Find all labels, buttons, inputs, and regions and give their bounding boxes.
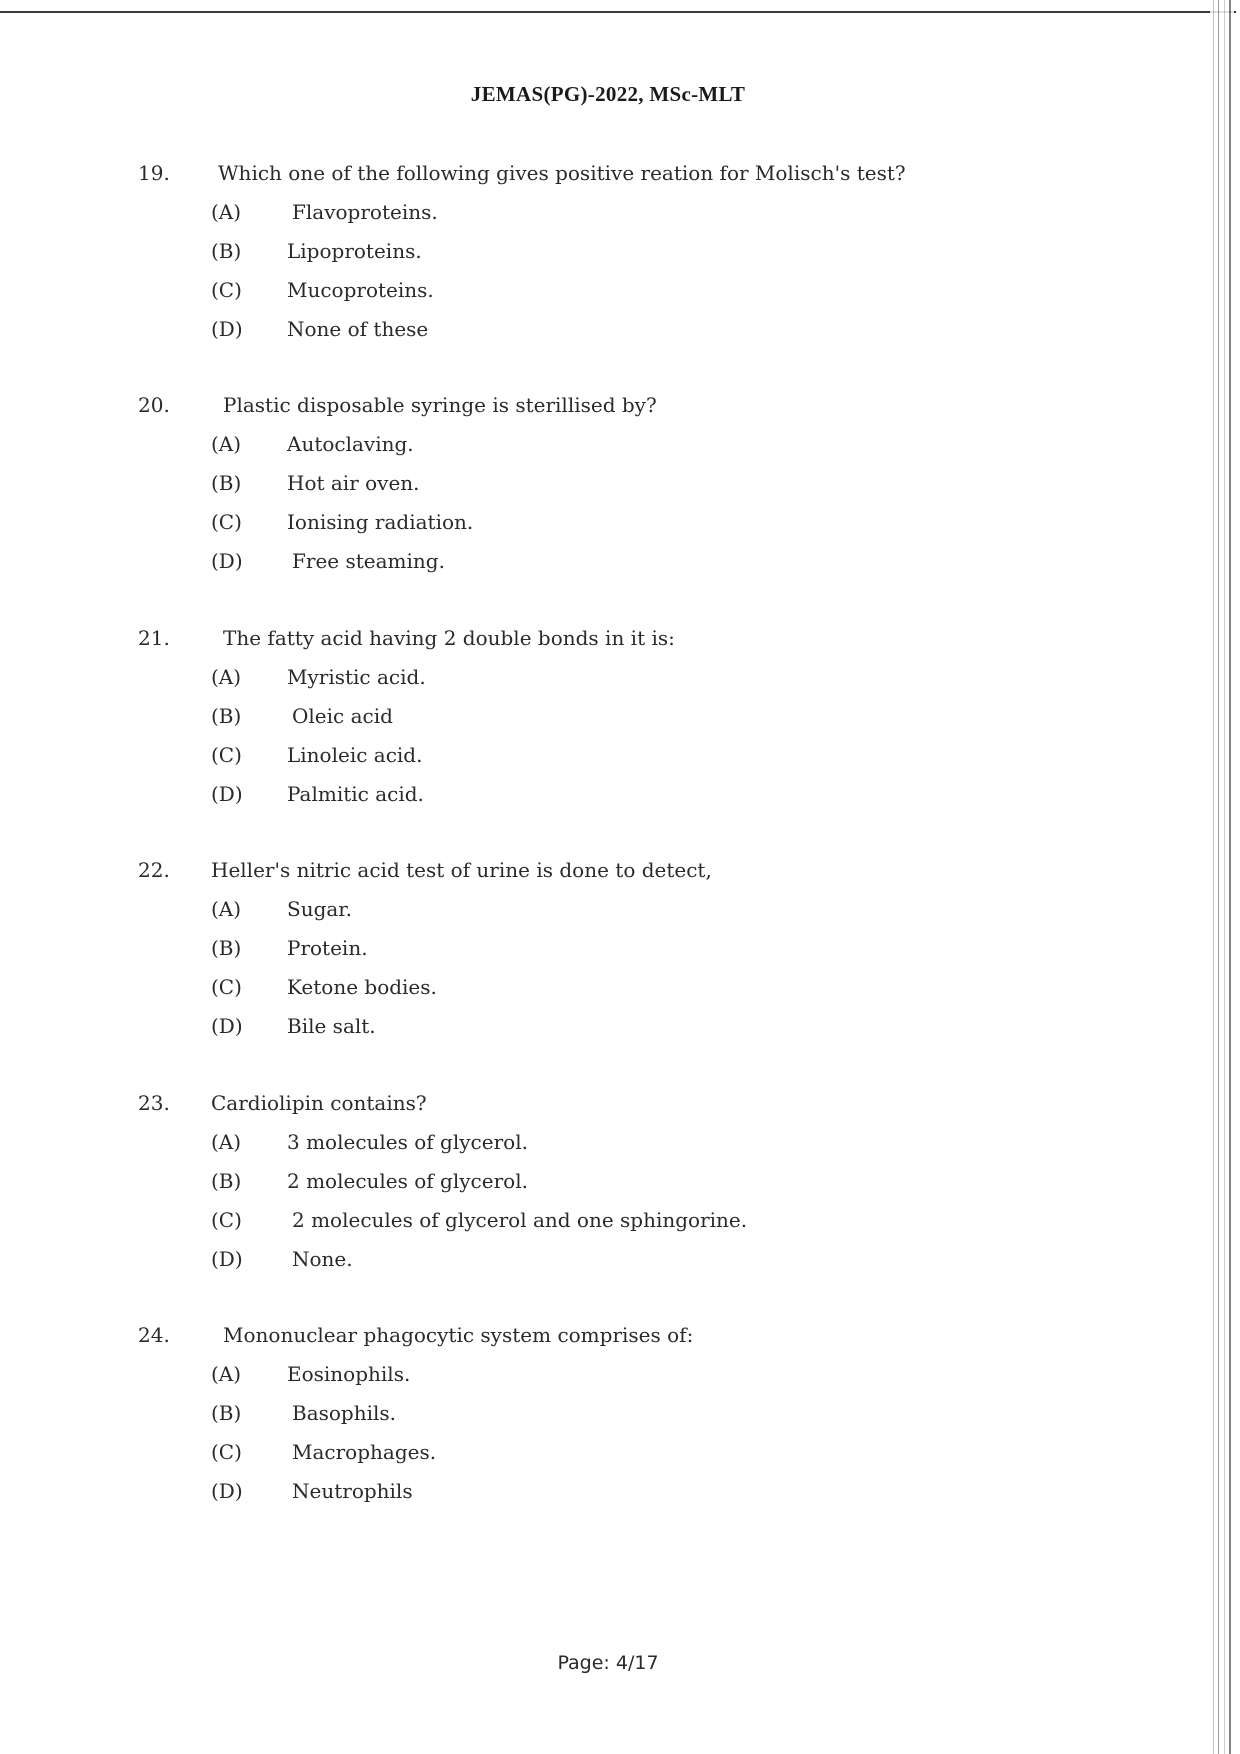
question-text: Mononuclear phagocytic system comprises of: xyxy=(223,1323,694,1347)
question-19-option-d xyxy=(0,316,1216,342)
option-letter: (C) xyxy=(211,278,242,302)
option-text: Free steaming. xyxy=(292,549,445,573)
option-text: Eosinophils. xyxy=(287,1362,411,1386)
question-number: 22. xyxy=(138,858,170,882)
question-20-option-d xyxy=(0,548,1216,574)
question-number: 21. xyxy=(138,626,170,650)
option-text: Myristic acid. xyxy=(287,665,426,689)
option-text: Bile salt. xyxy=(287,1014,376,1038)
question-23-option-c xyxy=(0,1207,1216,1233)
question-23-option-d xyxy=(0,1246,1216,1272)
option-text: Macrophages. xyxy=(292,1440,437,1464)
page-title: JEMAS(PG)-2022, MSc-MLT xyxy=(470,82,746,106)
question-21-option-c xyxy=(0,742,1216,768)
option-text: None of these xyxy=(287,317,429,341)
page-number: Page: 4/17 xyxy=(557,1652,659,1674)
option-text: Sugar. xyxy=(287,897,353,921)
question-text: Cardiolipin contains? xyxy=(211,1091,427,1115)
question-20-option-c xyxy=(0,509,1216,535)
option-letter: (C) xyxy=(211,1440,242,1464)
option-text: Ionising radiation. xyxy=(287,510,474,534)
option-text: Lipoproteins. xyxy=(287,239,422,263)
option-letter: (D) xyxy=(211,1014,243,1038)
question-text: The fatty acid having 2 double bonds in it is: xyxy=(223,626,675,650)
option-text: Linoleic acid. xyxy=(287,743,423,767)
question-number: 23. xyxy=(138,1091,170,1115)
option-letter: (C) xyxy=(211,975,242,999)
option-letter: (D) xyxy=(211,782,243,806)
option-text: Palmitic acid. xyxy=(287,782,424,806)
option-text: Neutrophils xyxy=(292,1479,413,1503)
question-24-option-c xyxy=(0,1439,1216,1465)
option-letter: (B) xyxy=(211,1401,242,1425)
option-text: 2 molecules of glycerol and one sphingorine. xyxy=(292,1208,748,1232)
option-letter: (C) xyxy=(211,510,242,534)
question-number: 19. xyxy=(138,161,170,185)
option-letter: (C) xyxy=(211,1208,242,1232)
option-letter: (A) xyxy=(211,200,242,224)
option-letter: (B) xyxy=(211,239,242,263)
question-23-option-a xyxy=(0,1129,1216,1155)
option-letter: (A) xyxy=(211,432,242,456)
option-text: Ketone bodies. xyxy=(287,975,437,999)
option-text: None. xyxy=(292,1247,353,1271)
question-22-option-a xyxy=(0,896,1216,922)
question-21-option-b xyxy=(0,703,1216,729)
option-letter: (A) xyxy=(211,1362,242,1386)
option-letter: (A) xyxy=(211,665,242,689)
option-text: 3 molecules of glycerol. xyxy=(287,1130,528,1154)
option-letter: (B) xyxy=(211,1169,242,1193)
option-letter: (D) xyxy=(211,317,243,341)
option-letter: (B) xyxy=(211,936,242,960)
question-number: 20. xyxy=(138,393,170,417)
question-text: Which one of the following gives positive reation for Molisch's test? xyxy=(218,161,906,185)
option-letter: (A) xyxy=(211,897,242,921)
option-text: Basophils. xyxy=(292,1401,397,1425)
question-text: Plastic disposable syringe is sterillised by? xyxy=(223,393,657,417)
option-letter: (D) xyxy=(211,549,243,573)
question-19-option-b xyxy=(0,238,1216,264)
question-22-option-c xyxy=(0,974,1216,1000)
option-text: Flavoproteins. xyxy=(292,200,438,224)
question-text: Heller's nitric acid test of urine is done to detect, xyxy=(211,858,712,882)
question-21-option-a xyxy=(0,664,1216,690)
question-19-option-c xyxy=(0,277,1216,303)
option-text: Hot air oven. xyxy=(287,471,420,495)
question-24-option-a xyxy=(0,1361,1216,1387)
option-letter: (D) xyxy=(211,1247,243,1271)
option-text: Protein. xyxy=(287,936,368,960)
question-20-option-b xyxy=(0,470,1216,496)
option-text: Mucoproteins. xyxy=(287,278,434,302)
question-21-option-d xyxy=(0,781,1216,807)
question-24-option-b xyxy=(0,1400,1216,1426)
option-letter: (C) xyxy=(211,743,242,767)
question-24-option-d xyxy=(0,1478,1216,1504)
question-23-option-b xyxy=(0,1168,1216,1194)
option-text: Autoclaving. xyxy=(287,432,414,456)
option-text: 2 molecules of glycerol. xyxy=(287,1169,528,1193)
question-22-option-d xyxy=(0,1013,1216,1039)
question-number: 24. xyxy=(138,1323,170,1347)
option-letter: (B) xyxy=(211,471,242,495)
option-letter: (B) xyxy=(211,704,242,728)
option-text: Oleic acid xyxy=(292,704,393,728)
top-border-line xyxy=(0,11,1236,13)
option-letter: (A) xyxy=(211,1130,242,1154)
option-letter: (D) xyxy=(211,1479,243,1503)
question-22-option-b xyxy=(0,935,1216,961)
question-20-option-a xyxy=(0,431,1216,457)
question-19-option-a xyxy=(0,199,1216,225)
